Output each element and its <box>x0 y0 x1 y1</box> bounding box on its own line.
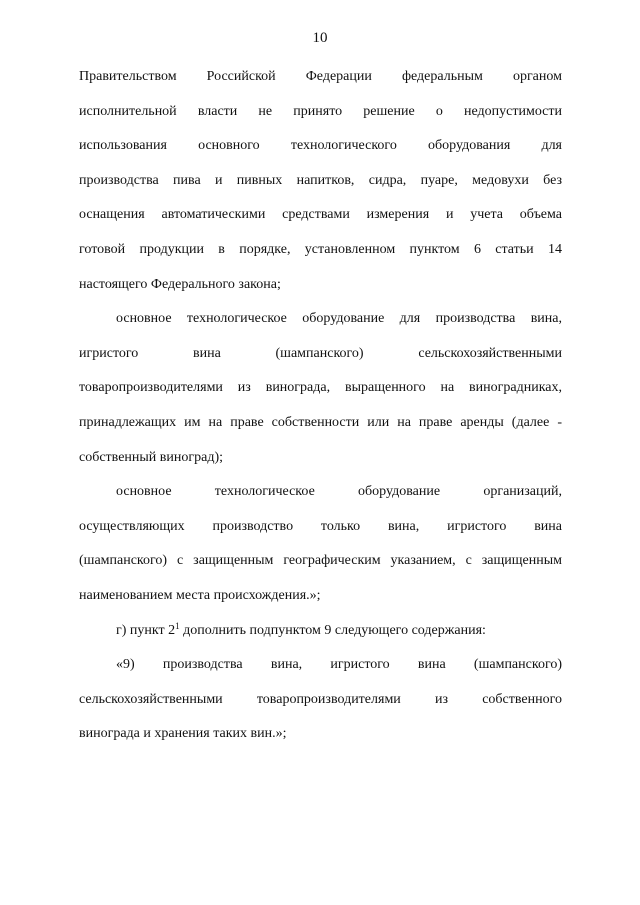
text-line: (шампанского) с защищенным географическим указанием, с защищенным <box>79 553 562 569</box>
text-line: исполнительной власти не принято решение о недопустимости <box>79 103 562 119</box>
text-line: собственный виноград); <box>79 449 224 465</box>
text-line: Правительством Российской Федерации федеральным органом <box>79 69 562 84</box>
text-line: настоящего Федерального закона; <box>79 276 281 292</box>
text-line: основное технологическое оборудование для производства вина, <box>116 311 562 327</box>
text-line: основное технологическое оборудование организаций, <box>116 484 562 500</box>
text-line: игристого вина (шампанского) сельскохозяйственными <box>79 345 562 361</box>
text-line: оснащения автоматическими средствами измерения и учета объема <box>79 207 562 223</box>
text-line: наименованием места происхождения.»; <box>79 587 321 603</box>
text-line: использования основного технологического оборудования для <box>79 138 562 154</box>
item-g-after: дополнить подпунктом 9 следующего содержания: <box>179 622 486 638</box>
text-line: принадлежащих им на праве собственности или на праве аренды (далее - <box>79 414 562 430</box>
quoted-line: винограда и хранения таких вин.»; <box>79 726 287 742</box>
text-line: товаропроизводителями из винограда, выращенного на виноградниках, <box>79 380 562 396</box>
amendment-item-g <box>79 614 562 649</box>
page-number: 10 <box>312 30 328 46</box>
quoted-line: сельскохозяйственными товаропроизводителями из собственного <box>79 691 562 707</box>
text-line: производства пива и пивных напитков, сидра, пуаре, медовухи без <box>79 172 562 188</box>
quoted-line: «9) производства вина, игристого вина (шампанского) <box>116 657 562 673</box>
document-body <box>79 60 562 752</box>
item-g-before: г) пункт 2 <box>116 622 176 638</box>
text-line: осуществляющих производство только вина, игристого вина <box>79 518 562 534</box>
text-line: готовой продукции в порядке, установленном пунктом 6 статьи 14 <box>79 241 562 257</box>
item-g-superscript: 1 <box>175 620 180 631</box>
